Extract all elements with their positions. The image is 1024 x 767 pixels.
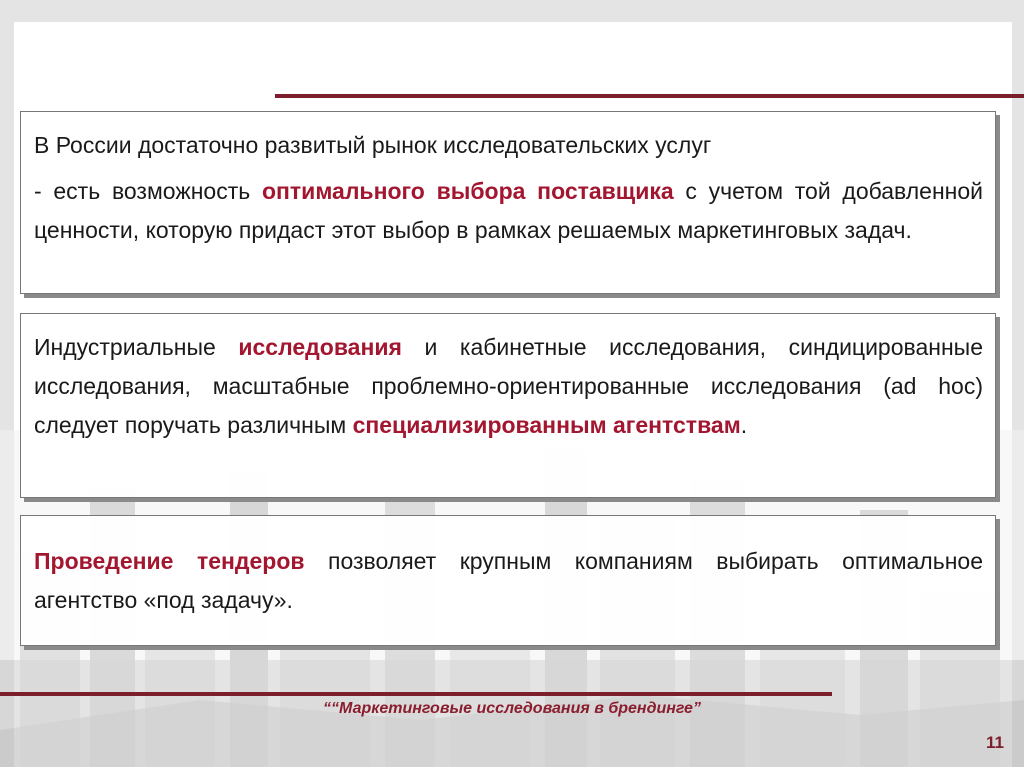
footer-quote-prefix: “	[323, 700, 332, 717]
box1-paragraph2	[34, 172, 983, 250]
footer-title-text: “Маркетинговые исследования в брендинге”	[331, 700, 701, 717]
box2-text-a: Индустриальные	[34, 334, 239, 360]
box1-p2-highlight: оптимального выбора поставщика	[261, 178, 674, 204]
frame-top	[0, 0, 1024, 22]
text-box-market	[20, 111, 996, 294]
box1-p2-text-a: - есть возможность	[34, 178, 262, 204]
text-box-tenders	[20, 515, 996, 646]
box3-highlight-tenders: Проведение тендеров	[34, 548, 305, 574]
box1-line1-text: В России достаточно развитый рынок исследовательских услуг	[34, 132, 712, 158]
box2-text-b: и кабинетные исследования, синдицированные исследования, масштабные проблемно-ориентированные исследования (ad hoc) следует поручать различным	[34, 334, 983, 438]
box3-paragraph	[34, 542, 983, 620]
top-accent-line	[275, 94, 1024, 98]
bottom-accent-line	[0, 692, 832, 696]
box2-highlight-agencies: специализированным агентствам	[352, 412, 741, 438]
box1-line1	[34, 126, 983, 165]
footer-title	[0, 700, 1024, 718]
box1-p2-text-b: с учетом той добавленной ценности, которую придаст этот выбор в рамках решаемых маркетинговых задач.	[34, 178, 983, 243]
box2-text-c: .	[740, 412, 748, 438]
text-box-research	[20, 313, 996, 498]
page-number: 11	[986, 733, 1004, 752]
box2-paragraph	[34, 328, 983, 445]
box3-text-rest: позволяет крупным компаниям выбирать оптимальное агентство «под задачу».	[34, 548, 983, 613]
box2-highlight-research: исследования	[238, 334, 402, 360]
